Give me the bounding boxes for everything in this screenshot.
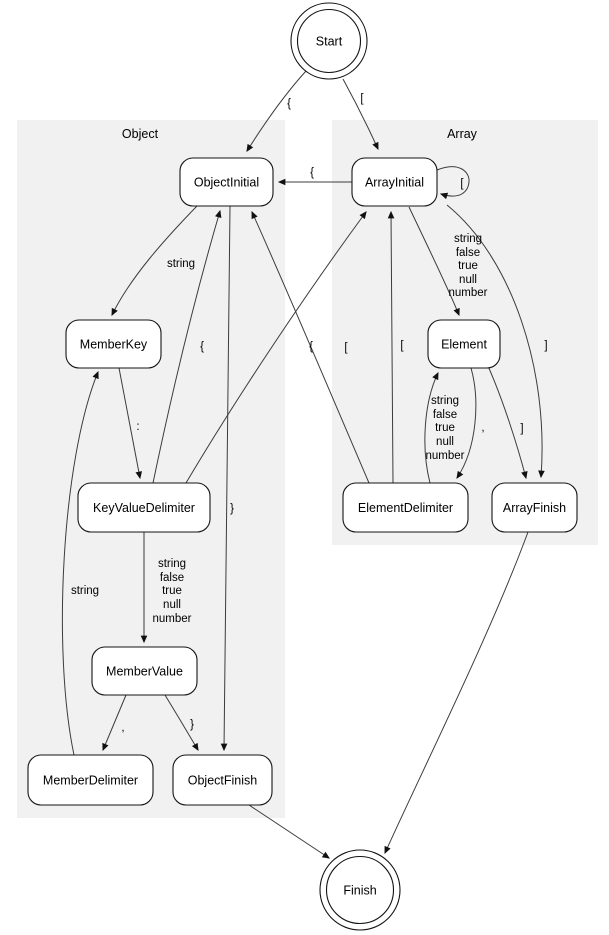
edge-label-kvd-mv-line2: false <box>159 572 185 584</box>
cluster-object-background <box>17 120 285 818</box>
edge-label-ai-el-line1: string <box>453 233 483 245</box>
edge-label-member-value-to-member-delimiter: , <box>121 722 125 734</box>
edge-label-object-initial-to-member-key: string <box>166 258 196 270</box>
node-member-key <box>66 320 161 368</box>
edge-label-member-key-to-key-value-delimiter: : <box>136 421 140 433</box>
node-member-value-label: MemberValue <box>106 664 183 679</box>
node-object-initial-label: ObjectInitial <box>193 175 260 190</box>
node-element-label: Element <box>441 337 487 352</box>
edge-label-kvd-mv-line5: number <box>152 613 192 625</box>
node-member-delimiter <box>28 755 153 805</box>
node-element <box>428 320 500 368</box>
edge-label-ed-el-line2: false <box>432 409 458 421</box>
edge-label-array-initial-to-object-initial: { <box>310 167 314 179</box>
edge-label-ed-el-line4: null <box>436 436 454 448</box>
edge-label-member-value-to-object-finish: } <box>190 719 194 731</box>
edge-object-finish-to-finish <box>249 805 329 858</box>
node-start <box>291 3 367 79</box>
edge-label-ai-el-line2: false <box>455 247 481 259</box>
edge-array-finish-to-finish <box>385 532 528 853</box>
cluster-object-label: Object <box>121 127 159 141</box>
node-key-value-delimiter-label: KeyValueDelimiter <box>93 501 195 515</box>
node-object-finish-label: ObjectFinish <box>187 773 258 788</box>
edge-label-ai-el-line4: null <box>459 274 477 286</box>
edge-label-ai-el-line3: true <box>458 260 478 272</box>
edge-label-ai-el-line5: number <box>448 287 488 299</box>
edge-label-ed-el-line1: string <box>430 395 460 407</box>
edge-label-kvd-mv-line1: string <box>157 558 187 570</box>
edge-label-key-value-delimiter-to-array-initial: [ <box>344 342 348 354</box>
node-finish-label: Finish <box>343 883 377 898</box>
cluster-array-label: Array <box>447 127 477 141</box>
node-start-label: Start <box>315 34 343 49</box>
edge-label-element-delimiter-to-array-initial: [ <box>400 340 404 352</box>
edge-label-element-to-array-finish: ] <box>520 423 524 435</box>
node-array-finish-label: ArrayFinish <box>502 501 567 515</box>
edge-label-array-initial-to-array-finish: ] <box>544 340 548 352</box>
node-array-initial-label: ArrayInitial <box>364 175 425 190</box>
edge-label-member-delimiter-to-member-key: string <box>70 585 100 597</box>
edge-label-kvd-mv-line3: true <box>162 585 182 597</box>
edge-label-array-initial-self-loop: [ <box>460 178 464 190</box>
cluster-object <box>17 120 285 818</box>
node-member-key-label: MemberKey <box>79 337 148 352</box>
node-object-finish <box>173 755 272 805</box>
edge-label-start-to-array-initial: [ <box>360 93 364 105</box>
node-key-value-delimiter <box>78 483 210 532</box>
edge-label-object-initial-to-object-finish: } <box>230 503 234 515</box>
edge-label-key-value-delimiter-to-object-initial: { <box>200 341 204 353</box>
edge-label-ed-el-line5: number <box>425 450 465 462</box>
edge-label-ed-el-line3: true <box>435 422 455 434</box>
node-array-finish <box>492 483 577 532</box>
node-element-delimiter-label: ElementDelimiter <box>357 501 454 515</box>
node-element-delimiter <box>343 483 468 532</box>
edge-label-kvd-mv-line4: null <box>163 599 181 611</box>
node-member-delimiter-label: MemberDelimiter <box>42 773 139 788</box>
edge-label-element-to-element-delimiter: , <box>481 422 485 434</box>
node-array-initial <box>352 158 437 206</box>
edge-label-start-to-object-initial: { <box>287 98 291 110</box>
edge-label-element-delimiter-to-object-initial: { <box>309 341 313 353</box>
node-object-initial <box>180 158 273 206</box>
node-member-value <box>92 647 197 695</box>
node-finish <box>320 850 400 930</box>
